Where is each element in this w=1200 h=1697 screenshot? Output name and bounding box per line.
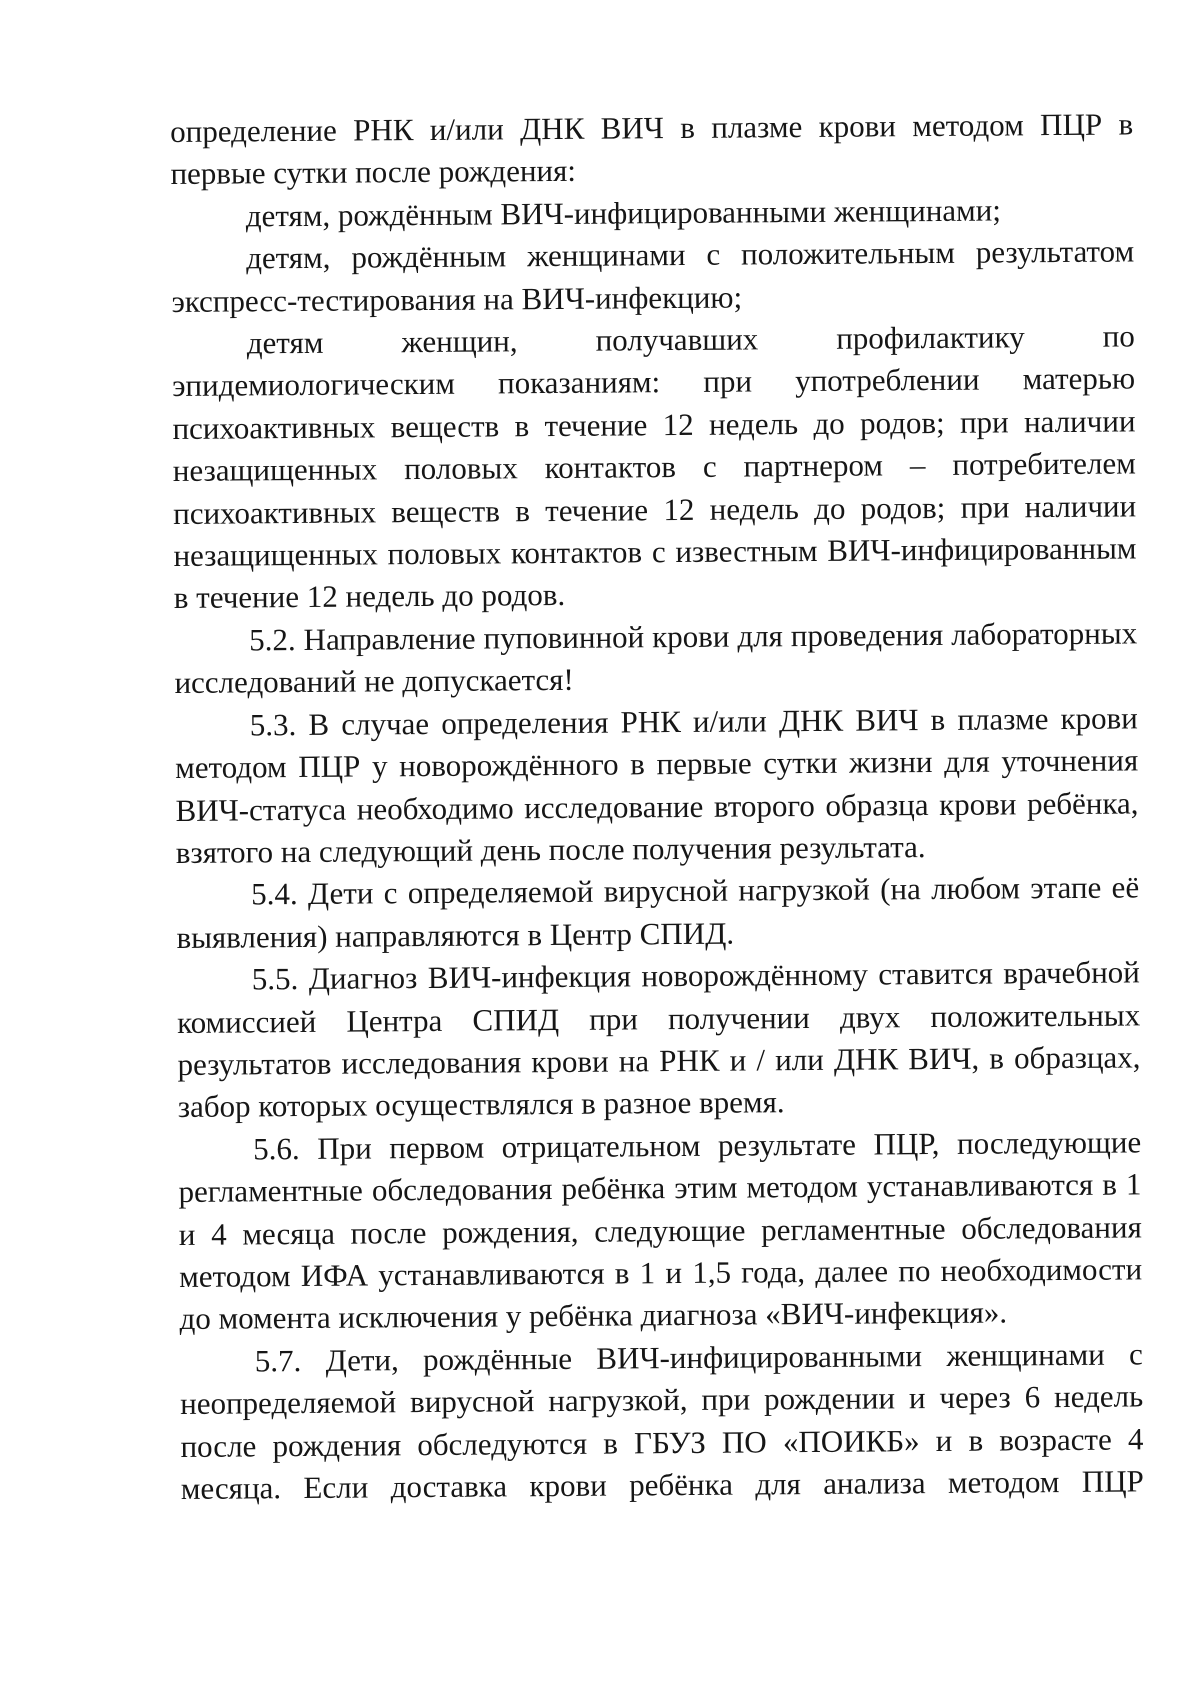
- paragraph-5-7: 5.7. Дети, рождённые ВИЧ-инфицированными женщинами с неопределяемой вирусной нагрузкой, при рождении и через 6 недель после рождения обследуются в ГБУЗ ПО «ПОИКБ» и в возрасте 4 месяца. Если доставка крови ребёнка для анализа методом ПЦР: [180, 1336, 1144, 1506]
- paragraph-children-prophylaxis: детям женщин, получавших профилактику по эпидемиологическим показаниям: при употреблении матерью психоактивных веществ в течение 12 недель до родов; при наличии незащищенных половых контактов с партнером – потребителем психоактивных веществ в течение 12 недель до родов; при наличии незащищенных половых контактов с известным ВИЧ-инфицированным в течение 12 недель до родов.: [172, 318, 1137, 616]
- document-body: [170, 103, 1144, 1510]
- paragraph-children-express-test: детям, рождённым женщинами с положительным результатом экспресс-тестирования на ВИЧ-инфекцию;: [171, 233, 1135, 319]
- paragraph-pcr-first-day: определение РНК и/или ДНК ВИЧ в плазме крови методом ПЦР в первые сутки после рождения:: [170, 106, 1134, 192]
- paragraph-5-6: 5.6. При первом отрицательном результате ПЦР, последующие регламентные обследования ребёнка этим методом устанавливаются в 1 и 4 месяца после рождения, следующие регламентные обследования методом ИФА устанавливаются в 1 и 1,5 года, далее по необходимости до момента исключения у ребёнка диагноза «ВИЧ-инфекция».: [178, 1124, 1143, 1337]
- paragraph-5-2: 5.2. Направление пуповинной крови для проведения лабораторных исследований не допускается!: [174, 615, 1138, 701]
- paragraph-5-5: 5.5. Диагноз ВИЧ-инфекция новорождённому ставится врачебной комиссией Центра СПИД при получении двух положительных результатов исследования крови на РНК и / или ДНК ВИЧ, в образцах, забор которых осуществлялся в разное время.: [177, 954, 1141, 1125]
- paragraph-5-4: 5.4. Дети с определяемой вирусной нагрузкой (на любом этапе её выявления) направляются в Центр СПИД.: [176, 869, 1140, 955]
- paragraph-children-hiv-mothers: детям, рождённым ВИЧ-инфицированными женщинами;: [245, 192, 1002, 234]
- paragraph-5-3: 5.3. В случае определения РНК и/или ДНК ВИЧ в плазме крови методом ПЦР у новорождённого в первые сутки жизни для уточнения ВИЧ-статуса необходимо исследование второго образца крови ребёнка, взятого на следующий день после получения результата.: [175, 700, 1139, 870]
